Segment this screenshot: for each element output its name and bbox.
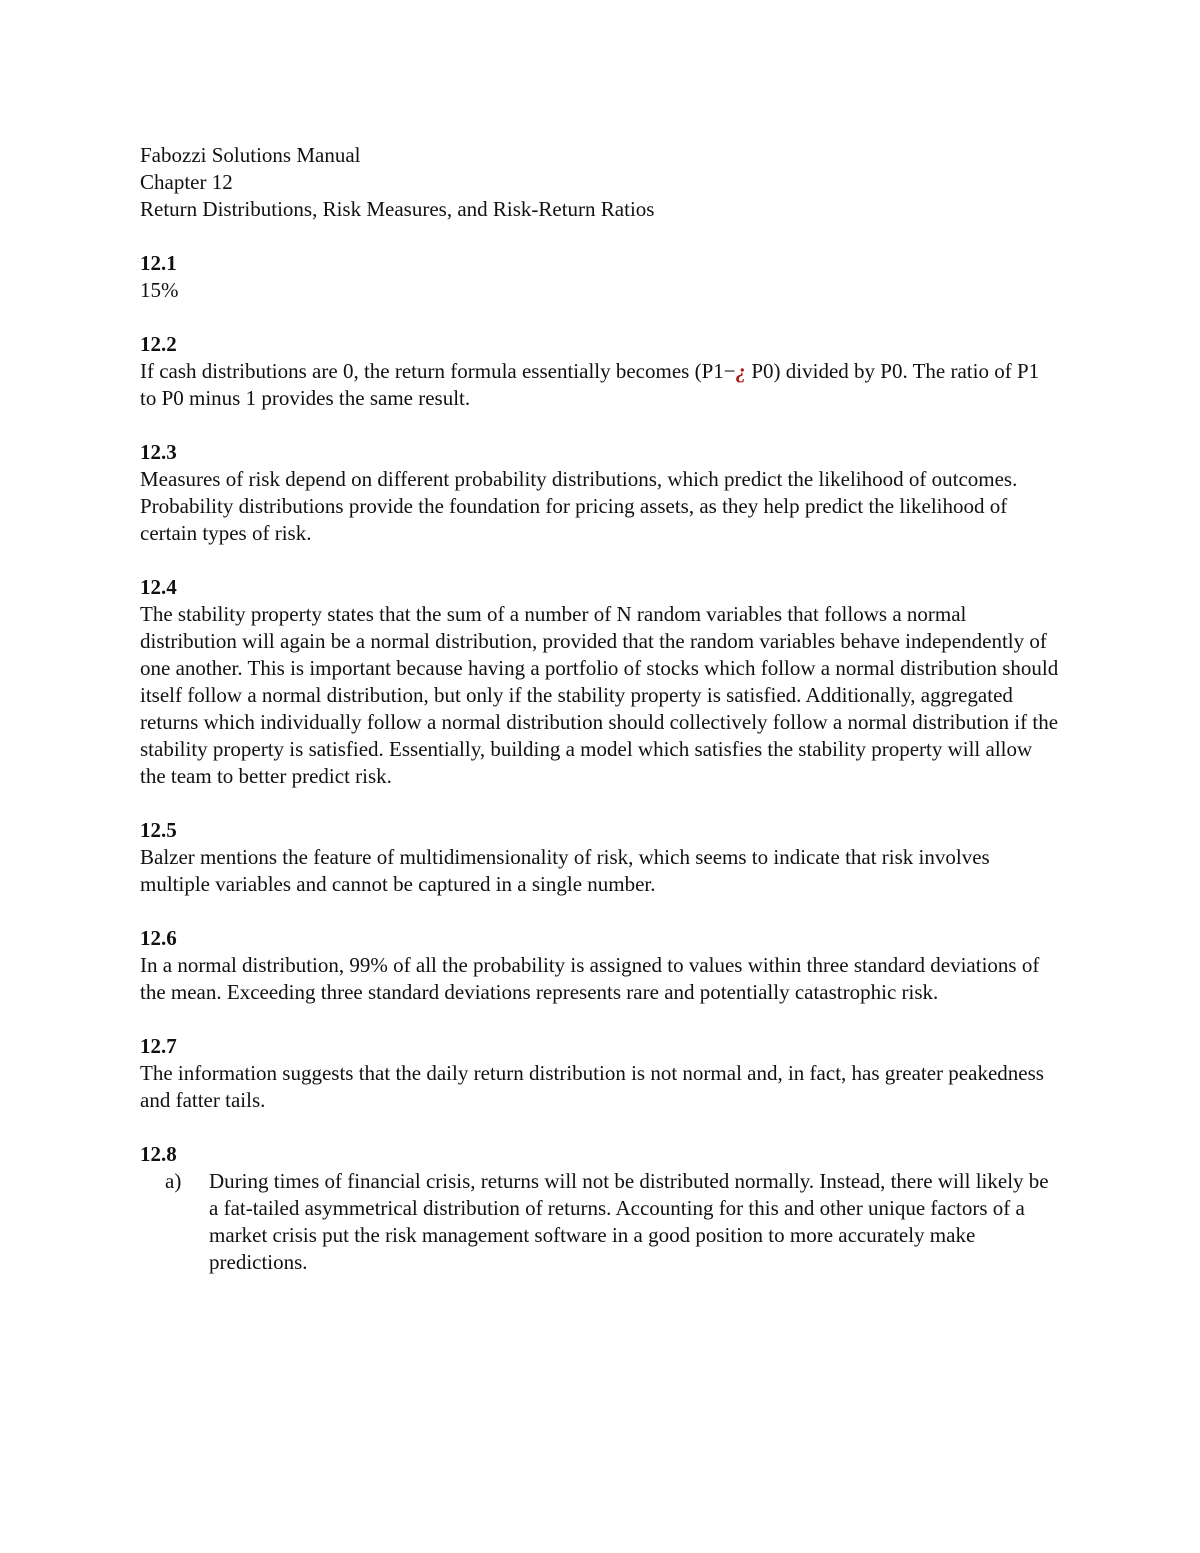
section-12-5 <box>140 817 1060 898</box>
section-number: 12.7 <box>140 1034 177 1058</box>
answer-text-before-glyph: If cash distributions are 0, the return formula essentially becomes (P1− <box>140 359 736 383</box>
section-12-4 <box>140 574 1060 790</box>
chapter-label: Chapter 12 <box>140 170 233 194</box>
section-12-1 <box>140 250 1060 304</box>
section-answer: Measures of risk depend on different probability distributions, which predict the likelihood of outcomes. Probability distributions provide the foundation for pricing assets, as they help predict the likelihood of certain types of risk. <box>140 467 1018 545</box>
section-number: 12.1 <box>140 251 177 275</box>
section-answer: 15% <box>140 278 179 302</box>
list-item-marker: a) <box>165 1169 182 1193</box>
section-answer: Balzer mentions the feature of multidimensionality of risk, which seems to indicate that risk involves multiple variables and cannot be captured in a single number. <box>140 845 990 896</box>
section-number: 12.5 <box>140 818 177 842</box>
list-item-text: During times of financial crisis, returns will not be distributed normally. Instead, there will likely be a fat-tailed asymmetrical distribution of returns. Accounting for this and other unique factors of a market crisis put the risk management software in a good position to more accurately make predictions. <box>209 1169 1049 1274</box>
section-number: 12.6 <box>140 926 177 950</box>
section-answer: The stability property states that the sum of a number of N random variables that follows a normal distribution will again be a normal distribution, provided that the random variables behave independently of one another. This is important because having a portfolio of stocks which follow a normal distribution should itself follow a normal distribution, but only if the stability property is satisfied. Additionally, aggregated returns which individually follow a normal distribution should collectively follow a normal distribution if the stability property is satisfied. Essentially, building a model which satisfies the stability property will allow the team to better predict risk. <box>140 602 1059 788</box>
section-answer: The information suggests that the daily return distribution is not normal and, in fact, has greater peakedness and fatter tails. <box>140 1061 1044 1112</box>
list-item <box>140 1168 1060 1276</box>
document-page <box>140 142 1060 1276</box>
section-answer <box>140 358 1060 412</box>
document-title: Fabozzi Solutions Manual <box>140 143 361 167</box>
document-header <box>140 142 1060 223</box>
chapter-subtitle: Return Distributions, Risk Measures, and Risk-Return Ratios <box>140 197 655 221</box>
section-12-3 <box>140 439 1060 547</box>
section-12-8 <box>140 1141 1060 1276</box>
section-number: 12.2 <box>140 332 177 356</box>
answer-text-after-glyph: P0) divided by P0. The ratio of P1 to P0 minus 1 provides the same result. <box>140 359 1040 410</box>
section-answer: In a normal distribution, 99% of all the probability is assigned to values within three standard deviations of the mean. Exceeding three standard deviations represents rare and potentially catastrophic risk. <box>140 953 1040 1004</box>
section-number: 12.3 <box>140 440 177 464</box>
section-12-6 <box>140 925 1060 1006</box>
section-12-7 <box>140 1033 1060 1114</box>
answer-list <box>140 1168 1060 1276</box>
section-number: 12.8 <box>140 1142 177 1166</box>
section-number: 12.4 <box>140 575 177 599</box>
inverted-question-glyph: ¿ <box>735 359 747 383</box>
section-12-2 <box>140 331 1060 412</box>
